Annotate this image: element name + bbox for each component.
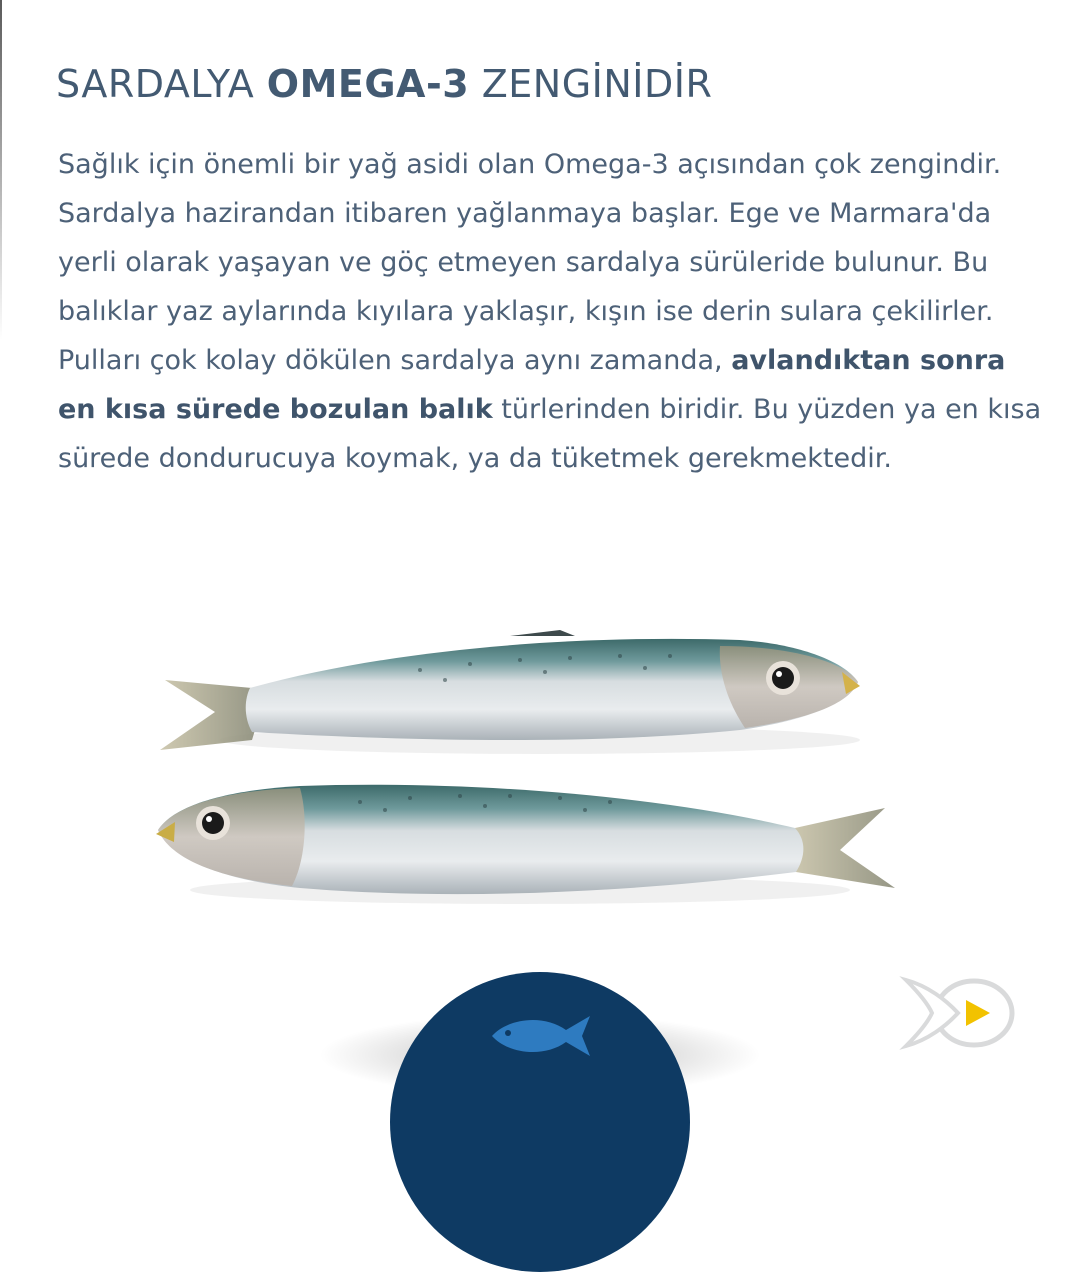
left-edge-line	[0, 0, 2, 340]
title-part-regular: SARDALYA	[56, 62, 267, 106]
fish-badge	[390, 972, 690, 1272]
title-part-bold: OMEGA-3	[266, 62, 470, 106]
paragraph-text-start: Sağlık için önemli bir yağ asidi olan Omega-3 açısından çok zengindir. Sardalya hazirandan itibaren yağlanmaya başlar. Ege ve Marmara'da yerli olarak yaşayan ve göç etmeyen sardalya sürüleride bulunur. Bu balıklar yaz aylarında kıyılara yaklaşır, kışın ise derin sulara çekilirler. Pulları çok kolay dökülen sardalya aynı zamanda,	[58, 149, 1002, 376]
fish-play-logo-icon[interactable]	[898, 972, 1022, 1054]
title-part-regular-end: ZENGİNİDİR	[469, 62, 713, 106]
sardine-bottom	[156, 785, 895, 904]
two-sardines-photo	[0, 590, 1080, 930]
fish-icon	[486, 1012, 594, 1060]
sardine-top	[160, 630, 860, 754]
body-paragraph	[58, 140, 1048, 483]
paragraph-text-end: türlerinden biridir. Bu yüzden ya en kısa sürede dondurucuya koymak, ya da tüketmek gerekmektedir.	[58, 394, 1042, 474]
paragraph-highlight: avlandıktan sonra en kısa sürede bozulan balık	[58, 345, 1006, 425]
page-title	[56, 62, 712, 106]
